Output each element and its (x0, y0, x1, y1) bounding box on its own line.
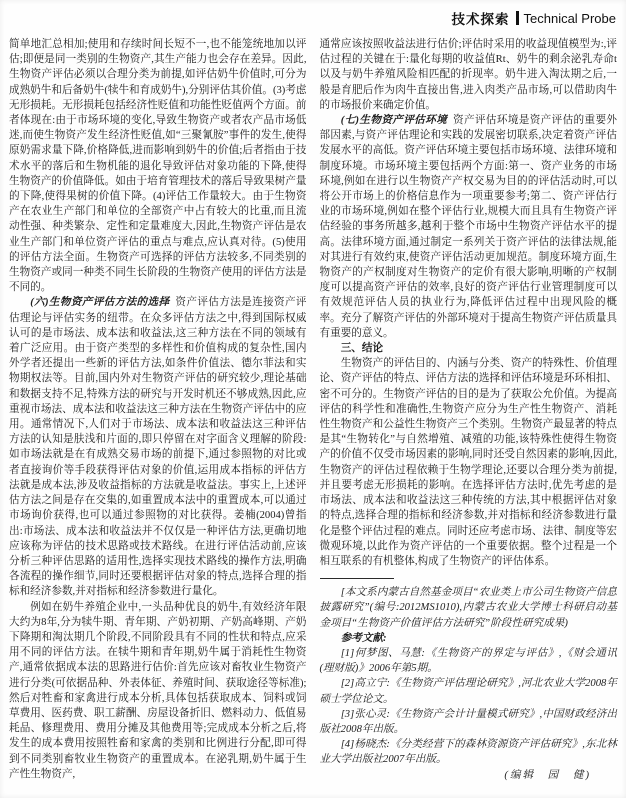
section-6-heading: (六)生物资产评估方法的选择 (30, 297, 170, 309)
right-column (320, 37, 618, 783)
editor-note: (编辑 园 健) (504, 769, 591, 781)
funding-divider-rule (320, 578, 394, 579)
column-title-chinese: 技术探索 (451, 12, 510, 27)
funding-note: [本文系内蒙古自然基金项目“农业类上市公司生物资产信息披露研究”(编号:2012MS1010),内蒙古农业大学博士科研启动基金项目“生物资产价值评估方法研究”阶段性研究成果) (319, 587, 617, 629)
page-header (452, 8, 617, 28)
left-column (9, 37, 307, 783)
header-separator-bar (516, 11, 519, 25)
reference-item: [2]高立宁:《生物资产评估理论研究》,河北农业大学2008年硕士学位论文。 (319, 678, 617, 705)
reference-item: [3]张心灵:《生物资产会计计量模式研究》,中国财政经济出版社2008年出版。 (319, 708, 617, 735)
paragraph-continuation: 简单地汇总相加;使用和存续时间长短不一,也不能笼统地加以评估;即便是同一类别的生物资产,其生产能力也会存在差异。因此,生物资产评估必须以合理分类为前提,如评估奶牛价值时,可分为成熟奶牛和后备奶牛(犊牛和育成奶牛),分别评估其价值。(3)考虑无形损耗。无形损耗包括经济性贬值和功能性贬值两个方面。前者体现在:由于市场环境的变化,导致生物资产或者农产品市场低迷,而使生物资产发生经济性贬值,如“三聚氰胺”事件的发生,使得原奶需求量下降,价格降低,进而影响到奶牛的价值;后者指由于技术水平的落后和生物机能的退化导致评估对象功能的下降,使得生物资产的价值降低。如由于培育管理技术的落后导致果树产量的下降,使得果树的价值下降。(4)评估工作量较大。由于生物资产在农业生产部门和单位的全部资产中占有较大的比重,而且流动性强、种类繁杂、定性和定量难度大,因此,生物资产评估是农业生产部门和单位资产评估的重点与难点,应认真对待。(5)使用的评估方法全面。生物资产可选择的评估方法较多,不同类别的生物资产或同一种类不同生长阶段的生物资产使用的评估方法是不同的。 (9, 39, 307, 294)
paragraph-continuation: 通常应该按照收益法进行估价;评估时采用的收益现值模型为:,评估过程的关键在于:量化每期的收益值Rt、奶牛的剩余泌乳寿命t以及与奶牛养殖风险相匹配的折现率。奶牛进入淘汰期之后,一般是育肥后作为肉牛直接出售,进入肉类产品市场,可以借助肉牛的市场报价来确定价值。 (319, 39, 617, 111)
references-heading: 参考文献: (340, 632, 387, 644)
section-7-heading: (七)生物资产评估环境 (340, 115, 448, 127)
article-body (9, 37, 617, 783)
example-paragraph: 例如在奶牛养殖企业中,一头品种优良的奶牛,有效经济年限大约为8年,分为犊牛期、青年期、产奶初期、产奶高峰期、产奶下降期和淘汰期几个阶段,不同阶段具有不同的性状和特点,应采用不同的评估方法。在犊牛期和青年期,奶牛属于消耗性生物资产,通常依据成本法的思路进行估价:首先应该对畜牧业生物资产进行分类(可依据品种、外表体征、养殖时间、获取途径等标准);然后对牲畜和家禽进行成本分析,具体包括获取成本、饲料或饲草费用、医药费、职工薪酬、房屋设备折旧、燃料动力、低值易耗品、修理费用、费用分摊及其他费用等;完成成本分析之后,将发生的成本费用按照牲畜和家禽的类别和比例进行分配,即可得到不同类别畜牧业生物资产的重置成本。在泌乳期,奶牛属于生产性生物资产, (9, 601, 307, 780)
column-title-english: Technical Probe (523, 10, 616, 26)
section-7-paragraph (320, 113, 618, 341)
conclusion-heading: 三、结论 (340, 343, 384, 355)
reference-item: [1]何梦图、马慧:《生物资产的界定与评估》,《财会通讯(理财版)》2006年第5期。 (319, 647, 617, 675)
section-6-text: 资产评估方法是连接资产评估理论与评估实务的纽带。在众多评估方法之中,得到国际权威认可的是市场法、成本法和收益法,这三种方法在不同的领域有着广泛应用。由于资产类型的多样性和价值构成的复杂性,国内外学者还提出一些新的评估方法,如条件价值法、德尔菲法和实物期权法等。目前,国内外对生物资产评估的研究较少,理论基础和数据支持不足,特殊方法的研究与开发时机还不够成熟,因此,应重视市场法、成本法和收益法这三种方法在生物资产评估中的应用。通常情况下,人们对于市场法、成本法和收益法这三种评估方法的认知是肤浅和片面的,即只停留在对字面含义理解的阶段:如市场法就是在有成熟交易市场的前提下,通过参照物的对比或者直接询价等手段获得评估对象的价值,运用成本指标的评估方法就是成本法,涉及收益指标的方法就是收益法。事实上,上述评估方法之间是存在交集的,如重置成本法中的重置成本,可以通过市场询价获得,也可以通过参照物的对比获得。姜楠(2004)曾指出:市场法、成本法和收益法并不仅仅是一种评估方法,更确切地应该称为评估的技术思路或技术路线。在进行评估活动前,应该分析三种评估思路的适用性,选择实现技术路线的操作方法,明确各流程的操作细节,同时还要根据评估对象的特点,选择合理的指标和经济参数,并对指标和经济参数进行量化。 (9, 297, 307, 598)
conclusion-paragraph: 生物资产的评估目的、内涵与分类、资产的特殊性、价值理论、资产评估的特点、评估方法的选择和评估环境是环环相扣、密不可分的。生物资产评估的目的是为了获取公允价值。为提高评估的科学性和准确性,生物资产应分为生产性生物资产、消耗性生物资产和公益性生物资产三个类别。生物资产最显著的特点是其“生物转化”与自然增殖、减殖的功能,该特殊性使得生物资产的价值不仅受市场因素的影响,同时还受自然因素的影响,因此,生物资产的评估过程依赖于生物学理论,还要以合理分类为前提,并且要考虑无形损耗的影响。在选择评估方法时,优先考虑的是市场法、成本法和收益法这三种传统的方法,其中根据评估对象的特点,选择合理的指标和经济参数,并对指标和经济参数进行量化是整个评估过程的难点。同时还应考虑市场、法律、制度等宏微观环境,以此作为资产评估的一个重要依据。整个过程是一个相互联系的有机整体,构成了生物资产的评估体系。 (319, 358, 617, 567)
section-6-paragraph (9, 295, 307, 599)
section-7-text: 资产评估环境是资产评估的重要外部因素,与资产评估理论和实践的发展密切联系,决定着资产评估发展水平的高低。资产评估环境主要包括市场环境、法律环境和制度环境。市场环境主要包括两个方面:第一、资产业务的市场环境,例如在进行以生物资产产权交易为目的的评估活动时,可以将公开市场上的价格信息作为一项重要参考;第二、资产评估行业的市场环境,例如在整个评估行业,规模大而且具有生物资产评估经验的事务所越多,越利于整个市场中生物资产评估水平的提高。法律环境方面,通过制定一系列关于资产评估的法律法规,能对其进行有效约束,使资产评估活动更加规范。制度环境方面,生物资产的产权制度对生物资产的定价有很大影响,明晰的产权制度可以提高资产评估的效率,良好的资产评估行业管理制度可以有效规范评估人员的执业行为,降低评估过程中出现风险的概率。充分了解资产评估的外部环境对于提高生物资产评估质量具有重要的意义。 (319, 115, 617, 339)
reference-item: [4]杨晓杰:《分类经营下的森林资源资产评估研究》,东北林业大学出版社2007年出版。 (319, 739, 617, 766)
